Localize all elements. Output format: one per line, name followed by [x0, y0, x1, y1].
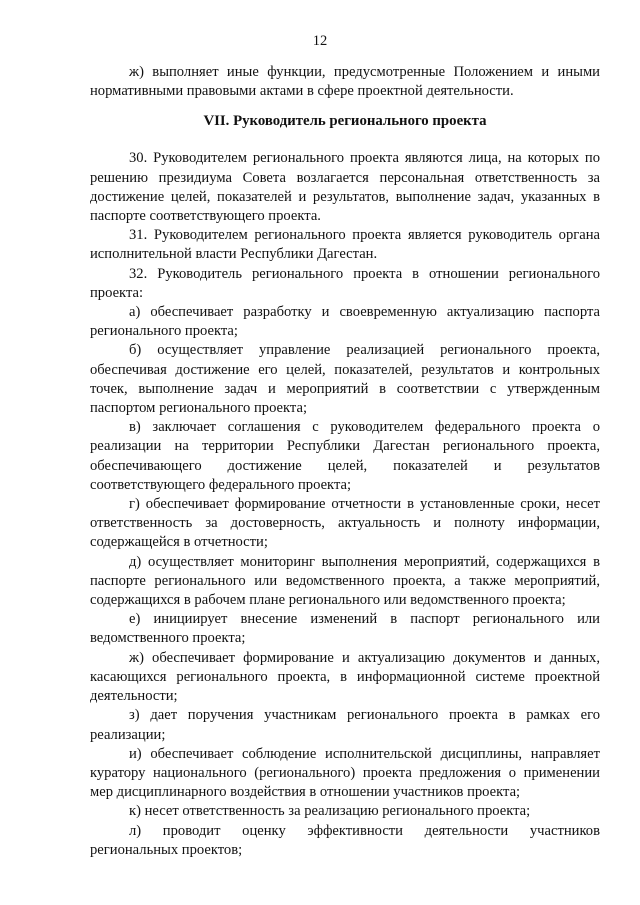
- list-item-k: к) несет ответственность за реализацию регионального проекта;: [129, 803, 531, 820]
- paragraph-32: 32. Руководитель регионального проекта в отношении регионального проекта:: [90, 265, 600, 301]
- paragraph-30: 30. Руководителем регионального проекта являются лица, на которых по решению президиума Совета возлагается персональная ответственность за достижение целей, показателей и результатов, выполнение задач, указанных в паспорте соответствующего проекта.: [90, 150, 600, 225]
- page-number: 12: [312, 33, 328, 49]
- list-item-a: а) обеспечивает разработку и своевременную актуализацию паспорта регионального проекта;: [90, 304, 600, 340]
- list-item-v: в) заключает соглашения с руководителем федерального проекта о реализации на территории Республики Дагестан регионального проекта, обеспечивающего достижение целей, показателей и результатов соответствующего федерального проекта;: [90, 419, 600, 493]
- list-item-b: б) осуществляет управление реализацией регионального проекта, обеспечивая достижение его целей, показателей, результатов и контрольных точек, выполнение задач и мероприятий в соответствии с утвержденным паспортом регионального проекта;: [90, 342, 600, 417]
- list-item-i: и) обеспечивает соблюдение исполнительской дисциплины, направляет куратору национального (регионального) проекта предложения о применении мер дисциплинарного воздействия в отношении участников проекта;: [90, 745, 600, 801]
- list-item-d: д) осуществляет мониторинг выполнения мероприятий, содержащихся в паспорте регионального или ведомственного проекта, а также мероприятий, содержащихся в рабочем плане регионального или ведомственного проекта;: [90, 553, 600, 609]
- list-item-zh: ж) обеспечивает формирование и актуализацию документов и данных, касающихся регионального проекта, в информационной системе проектной деятельности;: [90, 649, 600, 705]
- list-item-z: з) дает поручения участникам регионального проекта в рамках его реализации;: [90, 707, 600, 743]
- list-item-e: е) инициирует внесение изменений в паспорт регионального или ведомственного проекта;: [90, 611, 600, 647]
- section-title: VII. Руководитель регионального проекта: [203, 113, 487, 130]
- intro-paragraph: ж) выполняет иные функции, предусмотренные Положением и иными нормативными правовыми актами в сфере проектной деятельности.: [90, 64, 600, 100]
- list-item-l: л) проводит оценку эффективности деятельности участников региональных проектов;: [90, 822, 600, 858]
- paragraph-31: 31. Руководителем регионального проекта является руководитель органа исполнительной власти Республики Дагестан.: [90, 227, 600, 263]
- document-body: [90, 63, 600, 860]
- list-item-g: г) обеспечивает формирование отчетности в установленные сроки, несет ответственность за достоверность, актуальность и полноту информации, содержащейся в отчетности;: [90, 496, 600, 551]
